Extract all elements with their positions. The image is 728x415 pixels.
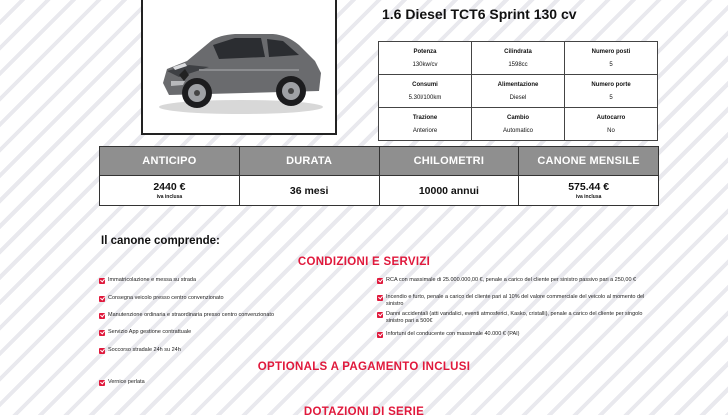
check-icon [99,296,105,302]
condition-text: Soccorso stradale 24h su 24h [108,347,181,353]
specs-row [379,75,658,108]
condition-item [377,331,659,338]
spec-value: Automatico [502,127,533,134]
spec-label: Potenza [413,48,437,55]
check-icon [377,278,383,284]
check-icon [99,278,105,284]
check-icon [99,313,105,319]
specs-row [379,108,658,141]
condition-text: Danni accidentali (atti vandalici, eventi atmosferici, Kasko, cristalli), penale a carico del cliente per singolo sinistro pari a 500€ [386,311,643,324]
offer-chilometri: 10000 annui [379,176,519,206]
condition-item [99,277,349,284]
condition-text: Immatricolazione e messa su strada [108,277,197,283]
spec-value: 5 [609,61,613,68]
condition-text: Servizio App gestione contrattuale [108,329,192,335]
condition-text: RCA con massimale di 25.000.000,00 €, penale a carico del cliente per sinistro passivo pari a 250,00 € [386,277,637,283]
spec-cell [565,108,658,141]
standard-title: DOTAZIONI DI SERIE [303,406,425,415]
includes-title: Il canone comprende: [101,235,220,247]
offer-anticipo: 2440 € [153,181,186,193]
check-icon [99,348,105,354]
spec-label: Autocarro [596,114,626,121]
condition-item [99,312,349,319]
condition-item [377,294,659,308]
check-icon [99,330,105,336]
offer-anticipo-note: iva inclusa [156,194,183,200]
spec-cell [472,75,565,108]
spec-value: 5 [609,94,613,101]
spec-value: 1598cc [508,61,528,68]
offer-canone: 575.44 € [568,181,610,193]
spec-cell [565,75,658,108]
spec-label: Trazione [412,114,438,121]
optional-item [99,379,349,386]
offer-header-canone: CANONE MENSILE [519,147,659,176]
offer-values-row [100,176,659,206]
spec-label: Consumi [412,81,438,88]
specs-row [379,42,658,75]
conditions-title: CONDIZIONI E SERVIZI [297,256,431,268]
spec-cell [379,108,472,141]
spec-value: 130kw/cv [412,61,438,68]
offer-header-durata: DURATA [239,147,379,176]
offer-header-row [100,147,659,176]
condition-item [99,329,349,336]
spec-label: Cambio [506,114,529,121]
optional-text: Vernice perlata [108,379,145,385]
check-icon [377,332,383,338]
spec-value: Anteriore [412,127,438,134]
condition-text: Infortuni del conducente con massimale 40.000 € (PAI) [386,331,520,337]
spec-value: Diesel [509,94,527,101]
vehicle-image [141,0,337,135]
spec-value: 5.30l/100km [408,94,442,101]
condition-text: Incendio e furto, penale a carico del cliente pari al 10% del valore commerciale del veicolo al momento del sinistro [386,294,645,307]
condition-item [99,295,349,302]
spec-label: Numero porte [591,81,631,88]
spec-cell [472,108,565,141]
check-icon [377,312,383,318]
specs-table [378,41,658,141]
offer-durata: 36 mesi [239,176,379,206]
spec-value: No [607,127,615,134]
spec-label: Numero posti [591,48,631,55]
spec-cell [379,75,472,108]
condition-item [377,311,659,325]
offer-header-anticipo: ANTICIPO [100,147,240,176]
check-icon [377,295,383,301]
offer-canone-note: iva inclusa [575,194,602,200]
condition-item [99,347,349,354]
offer-anticipo-cell [100,176,240,206]
condition-text: Manutenzione ordinaria e straordinaria presso centro convenzionato [108,312,275,318]
spec-cell [379,42,472,75]
vehicle-title: 1.6 Diesel TCT6 Sprint 130 cv [382,6,577,22]
condition-text: Consegna veicolo presso centro convenzionato [108,295,224,301]
spec-cell [565,42,658,75]
spec-label: Alimentazione [497,81,539,88]
offer-table [99,146,659,206]
condition-item [377,277,659,284]
spec-cell [472,42,565,75]
check-icon [99,380,105,386]
car-illustration [149,11,329,121]
optionals-title: OPTIONALS A PAGAMENTO INCLUSI [257,361,471,373]
spec-label: Cilindrata [504,48,532,55]
offer-canone-cell [519,176,659,206]
offer-header-chilometri: CHILOMETRI [379,147,519,176]
